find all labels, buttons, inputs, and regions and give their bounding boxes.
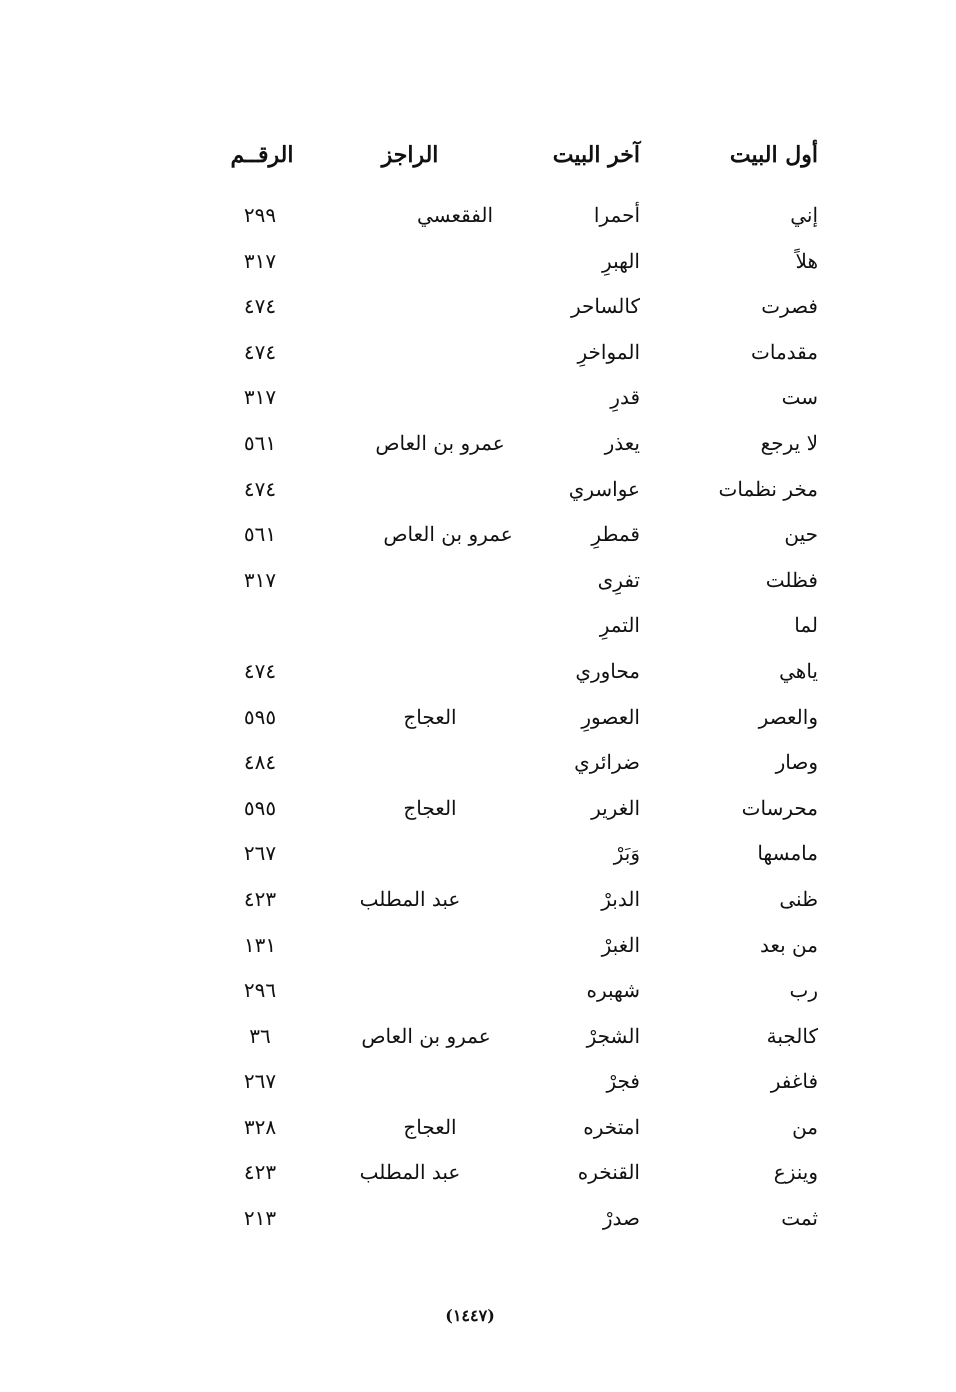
- table-row: [0, 655, 956, 701]
- first-verse-cell: محرسات: [741, 795, 818, 820]
- table-row: [0, 381, 956, 427]
- number-cell: ٢٦٧: [243, 1069, 277, 1094]
- table-row: [0, 929, 956, 975]
- table-row: [0, 473, 956, 519]
- last-verse-cell: التمرِ: [599, 613, 640, 638]
- first-verse-cell: ست: [781, 385, 818, 410]
- first-verse-cell: من: [792, 1114, 818, 1139]
- table-row: [0, 290, 956, 336]
- table-row: [0, 837, 956, 883]
- last-verse-cell: تفرِى: [597, 567, 640, 592]
- last-verse-cell: قمطرِ: [591, 522, 640, 547]
- rajez-cell: العجاج: [403, 704, 457, 729]
- last-verse-cell: الغرير: [591, 795, 640, 820]
- number-cell: ٢٩٦: [243, 978, 277, 1003]
- last-verse-cell: محاوري: [575, 658, 640, 683]
- table-row: [0, 518, 956, 564]
- table-header: [0, 138, 956, 178]
- page-number: (١٤٤٧): [445, 1306, 495, 1325]
- number-cell: ٥٩٥: [243, 795, 277, 820]
- number-cell: ٣٢٨: [243, 1114, 277, 1139]
- last-verse-cell: صدرْ: [602, 1206, 640, 1231]
- first-verse-cell: فاغفر: [770, 1069, 818, 1094]
- number-cell: ٤٧٤: [243, 476, 277, 501]
- rajez-cell: عمرو بن العاص: [361, 1023, 491, 1048]
- table-row: [0, 792, 956, 838]
- number-cell: ٢١٣: [243, 1206, 277, 1231]
- table-row: [0, 1020, 956, 1066]
- last-verse-cell: أحمرا: [593, 203, 640, 227]
- last-verse-cell: الغبرْ: [601, 932, 640, 957]
- last-verse-cell: القنخره: [577, 1160, 640, 1185]
- table-row: [0, 974, 956, 1020]
- first-verse-cell: فظلت: [765, 567, 818, 592]
- rajez-cell: عبد المطلب: [359, 886, 461, 911]
- table-row: [0, 336, 956, 382]
- last-verse-cell: وَبَرْ: [613, 841, 640, 866]
- rajez-cell: عمرو بن العاص: [375, 430, 505, 455]
- header-rajez: الراجز: [381, 142, 439, 168]
- rajez-cell: الفقعسي: [416, 203, 494, 227]
- first-verse-cell: ظنى: [779, 886, 818, 911]
- last-verse-cell: قدرِ: [610, 385, 640, 410]
- first-verse-cell: إني: [790, 203, 818, 227]
- last-verse-cell: شهبره: [586, 978, 640, 1003]
- first-verse-cell: وصار: [775, 750, 818, 775]
- table-row: [0, 1111, 956, 1157]
- last-verse-cell: فجرْ: [606, 1069, 640, 1094]
- last-verse-cell: كالساحر: [570, 294, 640, 319]
- rajez-cell: العجاج: [403, 795, 457, 820]
- last-verse-cell: يعذر: [604, 430, 640, 455]
- table-row: [0, 564, 956, 610]
- number-cell: ٤٧٤: [243, 339, 277, 364]
- first-verse-cell: مقدمات: [751, 339, 818, 364]
- header-first-verse: أول البيت: [729, 142, 818, 168]
- last-verse-cell: المواخرِ: [577, 339, 640, 364]
- number-cell: ٤٧٤: [243, 294, 277, 319]
- number-cell: ٤٨٤: [243, 750, 277, 775]
- rajez-cell: العجاج: [403, 1114, 457, 1139]
- rajez-cell: عبد المطلب: [359, 1160, 461, 1185]
- header-last-verse: آخر البيت: [552, 142, 640, 168]
- table-row: [0, 701, 956, 747]
- last-verse-cell: الشجرْ: [586, 1023, 640, 1048]
- verse-table: [0, 199, 956, 1248]
- number-cell: ٢٦٧: [243, 841, 277, 866]
- number-cell: ٤٢٣: [243, 1160, 277, 1185]
- first-verse-cell: رب: [789, 978, 818, 1003]
- first-verse-cell: ياهي: [779, 658, 818, 683]
- first-verse-cell: فصرت: [761, 294, 818, 319]
- number-cell: ٣١٧: [243, 567, 277, 592]
- last-verse-cell: عواسري: [568, 476, 640, 501]
- table-row: [0, 746, 956, 792]
- number-cell: ٣١٧: [243, 385, 277, 410]
- table-row: [0, 609, 956, 655]
- first-verse-cell: من بعد: [759, 932, 818, 957]
- table-row: [0, 1202, 956, 1248]
- header-number: الرقــم: [230, 142, 294, 168]
- first-verse-cell: كالجبة: [766, 1023, 818, 1048]
- first-verse-cell: لما: [794, 613, 818, 638]
- first-verse-cell: مامسها: [757, 841, 818, 866]
- last-verse-cell: الدبرْ: [601, 886, 640, 911]
- table-row: [0, 427, 956, 473]
- first-verse-cell: حين: [784, 522, 818, 547]
- table-row: [0, 199, 956, 245]
- table-row: [0, 1065, 956, 1111]
- table-row: [0, 1156, 956, 1202]
- last-verse-cell: ضرائري: [574, 750, 640, 775]
- last-verse-cell: الهبرِ: [602, 248, 640, 273]
- number-cell: ٥٦١: [243, 522, 277, 547]
- number-cell: ٢٩٩: [243, 203, 277, 227]
- rajez-cell: عمرو بن العاص: [383, 522, 513, 547]
- number-cell: ٣١٧: [243, 248, 277, 273]
- number-cell: ١٣١: [243, 932, 277, 957]
- number-cell: ٥٦١: [243, 430, 277, 455]
- number-cell: ٥٩٥: [243, 704, 277, 729]
- first-verse-cell: والعصر: [758, 704, 818, 729]
- table-row: [0, 245, 956, 291]
- first-verse-cell: وينزع: [773, 1160, 818, 1185]
- number-cell: ٤٧٤: [243, 658, 277, 683]
- table-row: [0, 883, 956, 929]
- first-verse-cell: ثمت: [781, 1206, 818, 1231]
- number-cell: ٣٦: [249, 1023, 271, 1048]
- last-verse-cell: العصورِ: [581, 704, 640, 729]
- number-cell: ٤٢٣: [243, 886, 277, 911]
- last-verse-cell: امتخره: [583, 1114, 640, 1139]
- first-verse-cell: مخر نظمات: [718, 476, 818, 501]
- first-verse-cell: لا يرجع: [760, 430, 818, 455]
- first-verse-cell: هلاً: [795, 248, 818, 273]
